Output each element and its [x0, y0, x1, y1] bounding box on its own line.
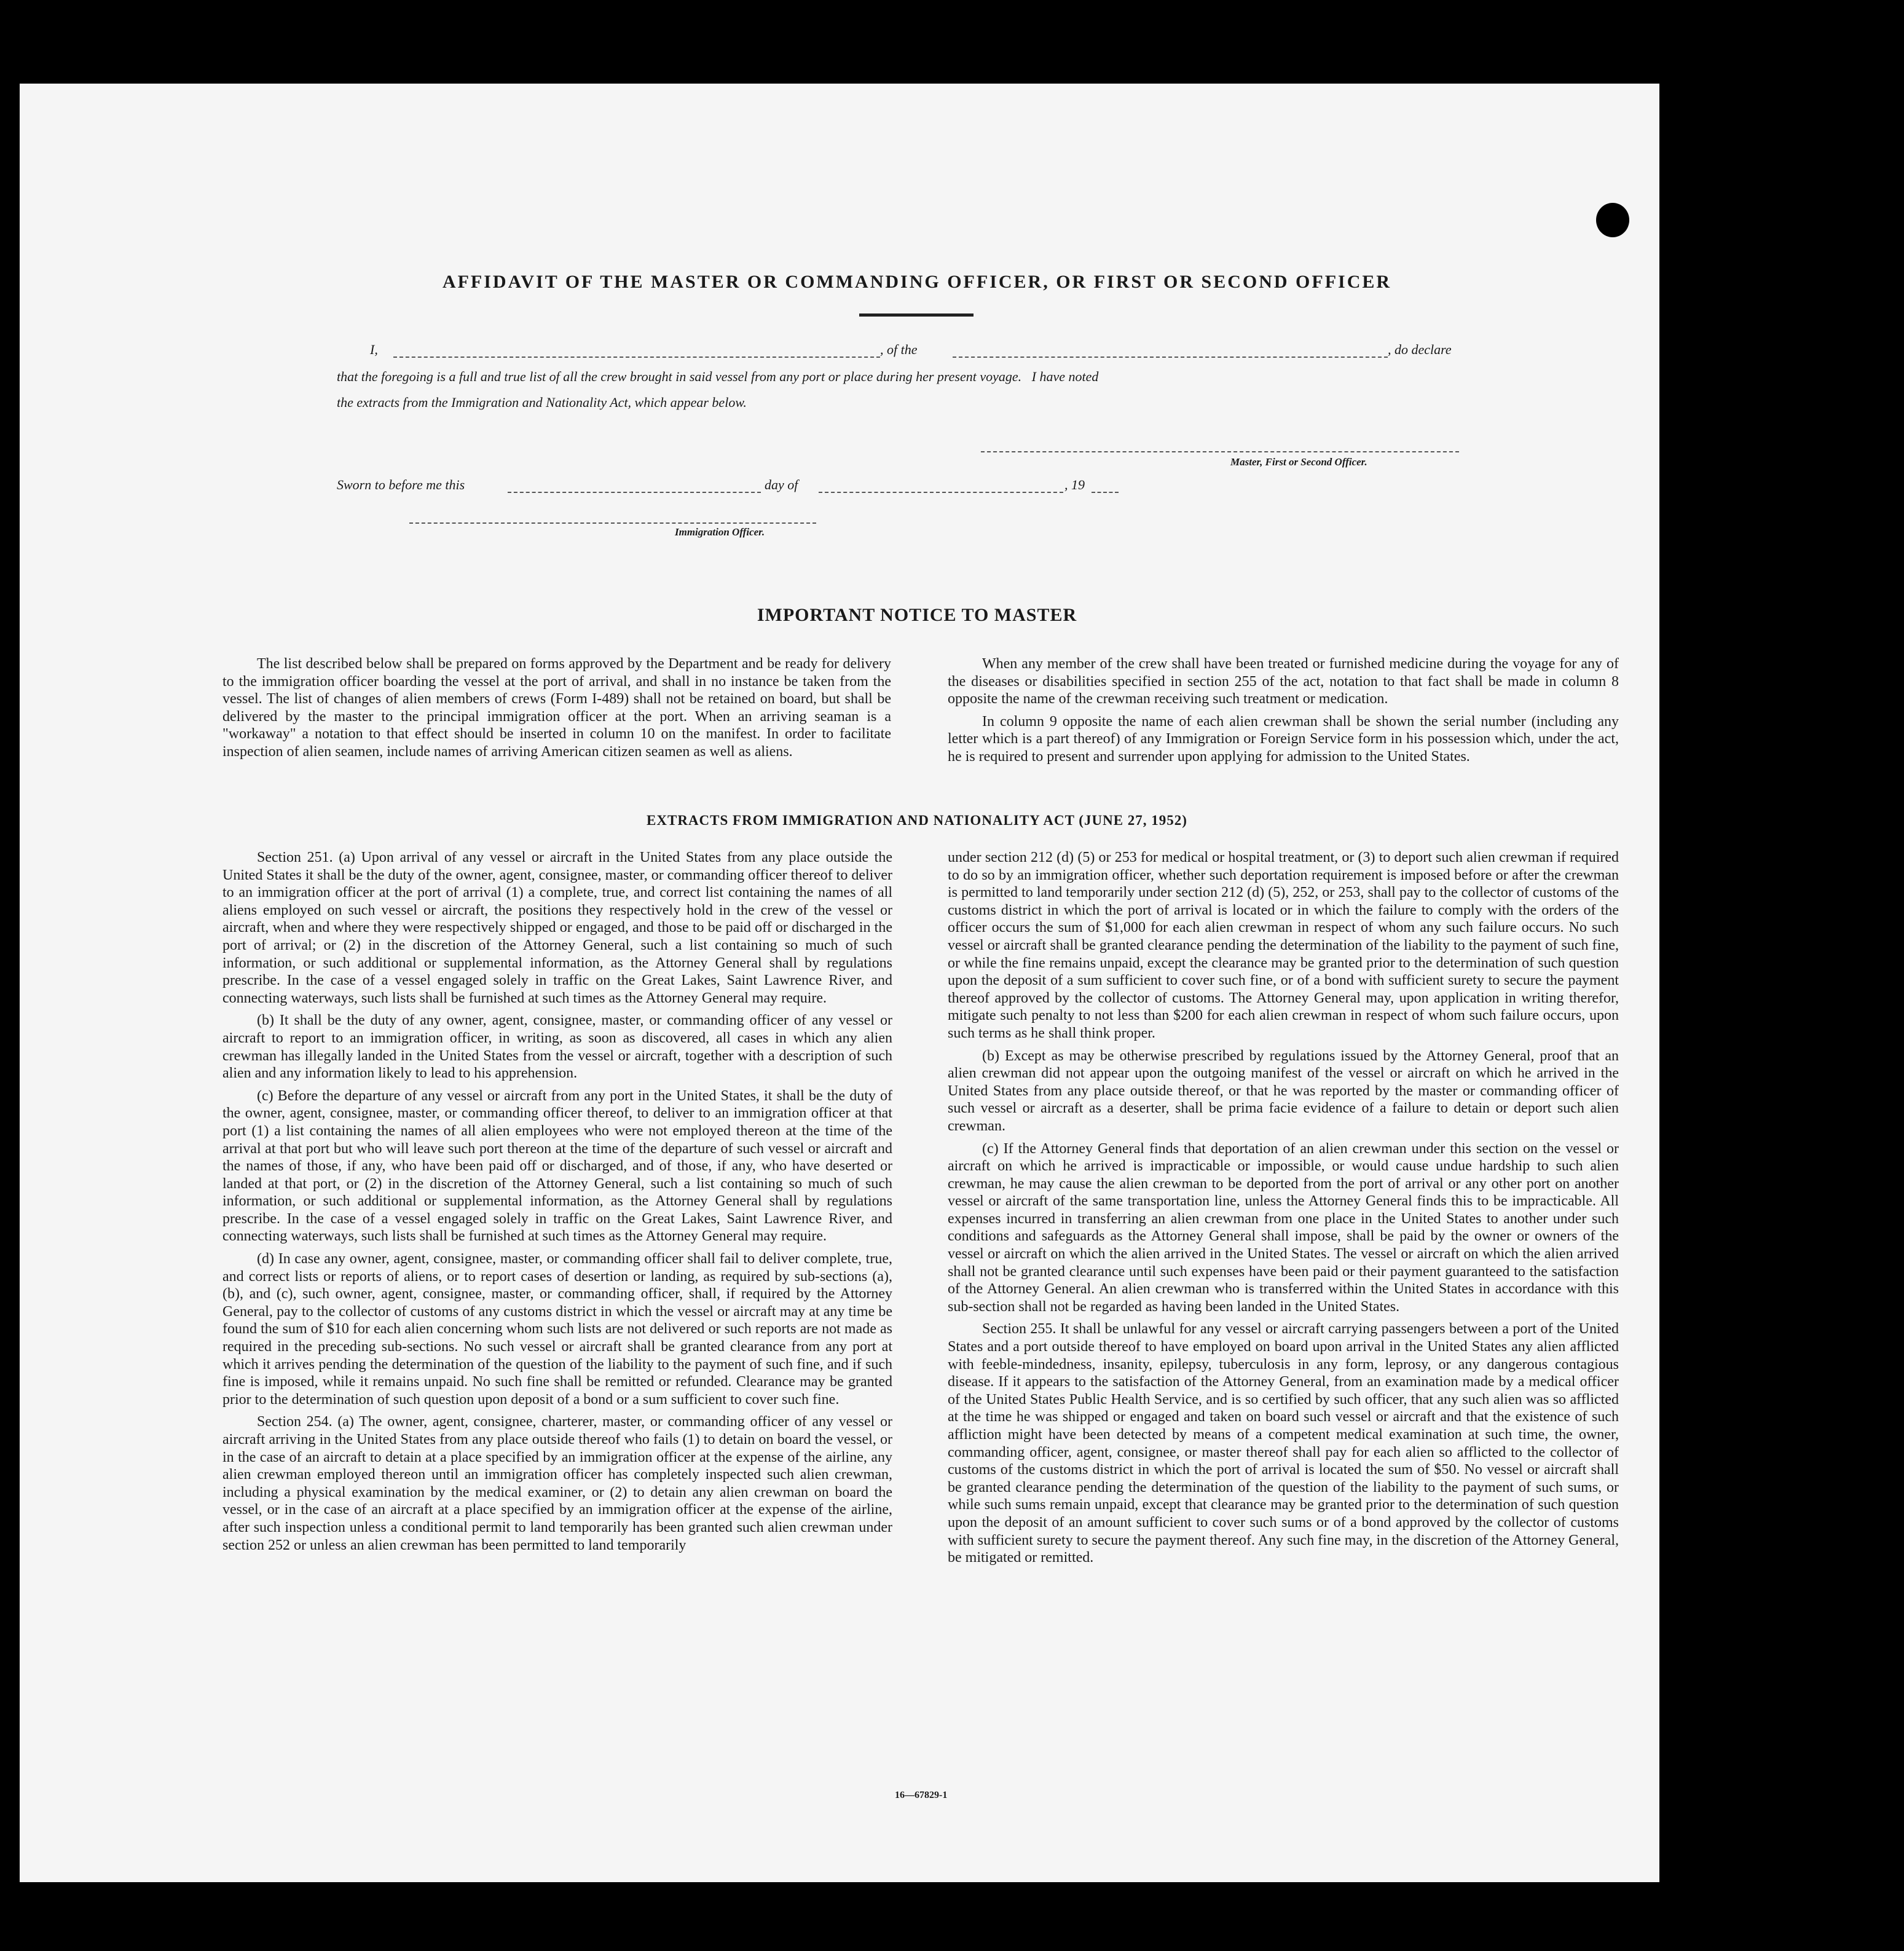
officer-signature-blank[interactable]	[409, 522, 816, 524]
punch-hole	[1596, 203, 1629, 237]
section-255: Section 255. It shall be unlawful for any vessel or aircraft carrying passengers between a port of the United States and a port outside thereof to have employed on board upon arrival in the United States any alien afflicted with feeble-mindedness, insanity, epilepsy, tuberculosis in any form, leprosy, or any dangerous contagious disease. If it appears to the satisfaction of the Attorney General, from an examination made by a medical officer of the United States Public Health Service, and is so certified by such officer, that any such alien was so afflicted at the time he was shipped or engaged and taken on board such vessel or aircraft and that the existence of such affliction might have been detected by means of a competent medical examination at such time, the owner, commanding officer, agent, consignee, or master thereof shall pay for each alien so afflicted to the collector of customs of the customs district in which the port of arrival is located the sum of $50. No vessel or aircraft shall be granted clearance pending the determination of the question of the liability to the payment of such sums, or while such sums remain unpaid, except that clearance may be granted prior to the determination of such question upon the deposit of an amount sufficient to cover such sums or of a bond approved by the collector of customs with sufficient surety to secure the payment thereof. Any such fine may, in the discretion of the Attorney General, be mitigated or remitted.	[948, 1321, 1619, 1566]
notice-title: IMPORTANT NOTICE TO MASTER	[757, 605, 1077, 625]
notice-paragraph: The list described below shall be prepared on forms approved by the Department and be ready for delivery to the immigration officer boarding the vessel at the port of arrival, and shall in no instance be taken from the vessel. The list of changes of alien members of crews (Form I-489) shall not be retained on board, but shall be delivered by the master to the principal immigration officer at the port. When an arriving seaman is a "workaway" a notation to that effect should be inserted in column 10 on the manifest. In order to facilitate inspection of alien seamen, include names of arriving American citizen seamen as well as aliens.	[222, 656, 891, 760]
notice-paragraph: In column 9 opposite the name of each alien crewman shall be shown the serial number (including any letter which is a part thereof) of any Immigration or Foreign Service form in his possession which, under the act, he is required to present and surrender upon applying for admission to the United States.	[948, 713, 1619, 765]
section-251-a: Section 251. (a) Upon arrival of any vessel or aircraft in the United States from any place outside the United States it shall be the duty of the owner, agent, consignee, master, or commanding officer thereof to deliver to an immigration officer at the port of arrival (1) a complete, true, and correct list containing the names of all aliens employed on such vessel or aircraft, the positions they respectively hold in the crew of the vessel or aircraft, when and where they were respectively shipped or engaged, and those to be paid off or discharged in the port of arrival; or (2) in the discretion of the Attorney General, such a list containing so much of such information, or such additional or supplemental information, as the Attorney General shall by regulations prescribe. In the case of a vessel engaged solely in traffic on the Great Lakes, Saint Lawrence River, and connecting waterways, such lists shall be furnished at such times as the Attorney General may require.	[222, 849, 892, 1006]
extracts-left-column	[222, 849, 892, 1559]
section-251-c: (c) Before the departure of any vessel or aircraft from any port in the United States, it shall be the duty of the owner, agent, consignee, master, or commanding officer thereof, to deliver to an immigration officer at that port (1) a list containing the names of all alien employees who were not employed thereon at the time of the arrival at that port but who will leave such port thereon at the time of the departure of such vessel or aircraft and the names of those, if any, who have been paid off or discharged, and of those, if any, who have deserted or landed at that port, or (2) in the discretion of the Attorney General, such a list containing so much of such information, or such additional or supplemental information, as the Attorney General shall by regulations prescribe. In the case of a vessel engaged solely in traffic on the Great Lakes, Saint Lawrence River, and connecting waterways, such lists shall be furnished at such times as the Attorney General may require.	[222, 1087, 892, 1245]
section-254-b: (b) Except as may be otherwise prescribed by regulations issued by the Attorney General, proof that an alien crewman did not appear upon the outgoing manifest of the vessel or aircraft on which he arrived in the United States from any place outside thereof, or that he was reported by the master or commanding officer of such vessel or aircraft as a deserter, shall be prima facie evidence of a failure to detain or deport such alien crewman.	[948, 1047, 1619, 1134]
of-the-label: , of the	[880, 342, 918, 357]
punch-hole	[1713, 202, 1751, 235]
day-of-label: day of	[765, 477, 798, 492]
notice-paragraph: When any member of the crew shall have been treated or furnished medicine during the voyage for any of the diseases or disabilities specified in section 255 of the act, notation to that fact shall be made in column 8 opposite the name of the crewman receiving such treatment or medication.	[948, 656, 1619, 707]
declaration-line-3: the extracts from the Immigration and Nationality Act, which appear below.	[337, 395, 747, 410]
form-number: 16—67829-1	[895, 1790, 948, 1800]
affidavit-i-label: I,	[370, 342, 378, 357]
notice-right-column	[948, 655, 1619, 771]
vessel-blank[interactable]	[953, 357, 1388, 358]
extracts-right-column	[948, 849, 1619, 1572]
section-254-a: Section 254. (a) The owner, agent, consignee, charterer, master, or commanding officer of any vessel or aircraft arriving in the United States from any place outside thereof who fails (1) to detain on board the vessel, or in the case of an aircraft to detain at a place specified by an immigration officer at the expense of the airline, any alien crewman employed thereon until an immigration officer has completely inspected such alien crewman, including a physical examination by the medical examiner, or (2) to detain any alien crewman on board the vessel, or in the case of an aircraft at a place specified by an immigration officer at the expense of the airline, after such inspection unless a conditional permit to land temporarily has been granted such alien crewman under section 252 or unless an alien crewman has been permitted to land temporarily	[222, 1414, 892, 1553]
document-sheet	[20, 84, 1659, 1882]
sworn-year-blank[interactable]	[1092, 492, 1119, 493]
section-251-d: (d) In case any owner, agent, consignee, master, or commanding officer shall fail to deliver complete, true, and correct lists or reports of aliens, or to report cases of desertion or landing, as required by sub-sections (a), (b), and (c), such owner, agent, consignee, master, or commanding officer, shall, if required by the Attorney General, pay to the collector of customs of any customs district in which the vessel or aircraft may at any time be found the sum of $10 for each alien concerning whom such lists are not delivered or such reports are not made as required in the preceding sub-sections. No such vessel or aircraft shall be granted clearance from any port at which it arrives pending the determination of the question of the liability to the payment of such fine, and if such fine is imposed, while it remains unpaid. No such fine shall be remitted or refunded. Clearance may be granted prior to the determination of such question upon deposit of a bond or a sum sufficient to cover such fine.	[222, 1251, 892, 1408]
section-254-c: (c) If the Attorney General finds that deportation of an alien crewman under this section on the vessel or aircraft on which he arrived is impracticable or impossible, or would cause undue hardship to such alien crewman, he may cause the alien crewman to be deported from the port of arrival or any other port on another vessel or aircraft of the same transportation line, unless the Attorney General finds this to be impracticable. All expenses incurred in transferring an alien crewman from one place in the United States to another under such conditions and safeguards as the Attorney General shall impose, shall be paid by the owner or owners of the vessel or aircraft on which the alien arrived in the United States. The vessel or aircraft on which the alien arrived shall not be granted clearance until such expenses have been paid or their payment guaranteed to the satisfaction of the Attorney General. An alien crewman who is transferred within the United States in accordance with this sub-section shall not be regarded as having been landed in the United States.	[948, 1140, 1619, 1315]
do-declare-label: , do declare	[1388, 342, 1452, 357]
declaration-line-2: that the foregoing is a full and true list of all the crew brought in said vessel from any port or place during her present voyage. I have noted	[337, 369, 1099, 384]
sworn-label: Sworn to before me this	[337, 477, 465, 492]
section-254-a-continued: under section 212 (d) (5) or 253 for medical or hospital treatment, or (3) to deport such alien crewman if required to do so by an immigration officer, whether such deportation requirement is imposed before or after the crewman is permitted to land temporarily under section 212 (d) (5), 252, or 253, shall pay to the collector of customs of the customs district in which the port of arrival is located or in which the failure to comply with the orders of the officer occurs the sum of $1,000 for each alien crewman in respect of whom any such failure occurs. No such vessel or aircraft shall be granted clearance pending the determination of the liability to the payment of such fine, or while the fine remains unpaid, except the clearance may be granted prior to the determination of such question upon the deposit of a sum sufficient to cover such fine, or of a bond with sufficient surety to secure the payment thereof approved by the collector of customs. The Attorney General may, upon application in writing therefor, mitigate such penalty to not less than $200 for each alien crewman in respect of whom such failure occurs, upon such terms as he shall think proper.	[948, 849, 1619, 1041]
affidavit-title: AFFIDAVIT OF THE MASTER OR COMMANDING OFFICER, OR FIRST OR SECOND OFFICER	[442, 272, 1392, 292]
sworn-month-blank[interactable]	[819, 492, 1063, 493]
master-signature-label: Master, First or Second Officer.	[1230, 456, 1367, 468]
master-signature-blank[interactable]	[981, 451, 1459, 452]
title-rule	[859, 313, 974, 317]
name-blank[interactable]	[393, 357, 880, 358]
officer-signature-label: Immigration Officer.	[675, 526, 765, 538]
year-label: , 19	[1064, 477, 1085, 492]
notice-left-column	[222, 655, 891, 766]
sworn-day-blank[interactable]	[508, 492, 761, 493]
extracts-title: EXTRACTS FROM IMMIGRATION AND NATIONALITY ACT (JUNE 27, 1952)	[647, 813, 1187, 828]
section-251-b: (b) It shall be the duty of any owner, agent, consignee, master, or commanding officer of any vessel or aircraft to report to an immigration officer, in writing, as soon as discovered, all cases in which any alien crewman has illegally landed in the United States from the vessel or aircraft, together with a description of such alien and any information likely to lead to his apprehension.	[222, 1012, 892, 1082]
